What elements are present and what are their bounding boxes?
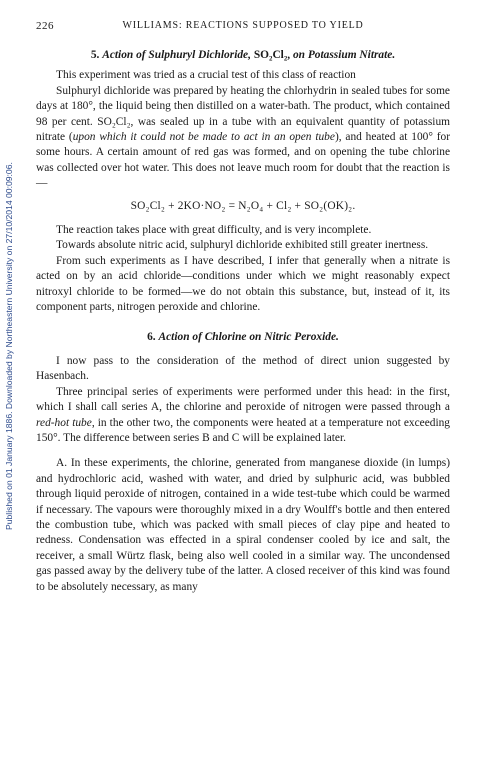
section-6-p2-italic: red-hot tube (36, 416, 92, 429)
section-5-reagent: Potassium Nitrate. (307, 49, 396, 61)
page-body (36, 42, 450, 595)
section-6-number: 6. (147, 330, 156, 343)
section-5-formula: SO₂Cl₂, (253, 49, 291, 61)
section-6-p2-text-a: Three principal series of experiments were performed under this head: in the first, which I shall call series A, the chlorine and peroxide of nitrogen were passed through a (36, 385, 450, 414)
section-6-p2-text-b: , in the other two, the components were heated at a temperature not exceeding 150°. The difference between series B and C will be explained later. (36, 416, 451, 444)
section-6-heading (36, 316, 450, 354)
page-header (36, 20, 450, 38)
section-6-paragraph-1: I now pass to the consideration of the method of direct union suggested by Hasenbach. (36, 354, 450, 383)
section-5-on: on (292, 49, 305, 61)
section-5-paragraph-2 (36, 84, 450, 192)
section-5-heading (36, 42, 450, 68)
section-5-paragraph-5: From such experiments as I have described, I infer that generally when a nitrate is acted on by an acid chloride—conditions under which we might reasonably expect nitroxyl chloride to be formed—we do not obtain this substance, but, instead of it, its component parts, nitrogen peroxide and chlorine. (36, 254, 450, 314)
download-watermark (2, 60, 16, 530)
running-title: WILLIAMS: REACTIONS SUPPOSED TO YIELD (122, 20, 364, 31)
section-5-paragraph-4: Towards absolute nitric acid, sulphuryl dichloride exhibited still greater inertness. (56, 239, 429, 252)
section-5-p2-text-b: ), and heated at 100° for some hours. A certain amount of red gas was formed, and on opening the tube chlorine was collected over hot water. This does not leave much room for doubt that the reaction is— (36, 131, 450, 190)
reaction-equation: SO₂Cl₂ + 2KO·NO₂ = N₂O₄ + Cl₂ + SO₂(OK)₂. (130, 199, 356, 212)
section-5-p2-italic: upon which it could not be made to act in an open tube (72, 131, 335, 144)
section-6-title: Action of Chlorine on Nitric Peroxide. (158, 330, 339, 343)
section-5-title: Action of Sulphuryl Dichloride, (102, 49, 251, 61)
section-5-paragraph-3: The reaction takes place with great difficulty, and is very incomplete. (56, 224, 372, 237)
section-5-paragraph-1: This experiment was tried as a crucial test of this class of reaction (56, 69, 356, 82)
section-6-paragraph-2 (36, 385, 450, 447)
section-6-paragraph-3: A. In these experiments, the chlorine, generated from manganese dioxide (in lumps) and hydrochloric acid, washed with water, and dried by sulphuric acid, was bubbled through liquid peroxide of nitrogen, contained in a wide test-tube which could be warmed if necessary. The vapours were thoroughly mixed in a dry Woulff's bottle and then entered the combustion tube, which was packed with small pieces of clay pipe and heated to redness. Condensation was effected in a spiral condenser cooled by ice and salt, the receiver, a small Würtz flask, being also well cooled in a similar way. The uncondensed gas passed away by the delivery tube of the latter. A closed receiver of this kind was found to be absolutely necessary, as many (36, 457, 450, 593)
section-5-number: 5. (90, 49, 100, 61)
download-watermark-text: Published on 01 January 1886. Downloaded by Northeastern University on 27/10/2014 00:09:06. (4, 162, 14, 530)
section-5-p2-text-a: Sulphuryl dichloride was prepared by heating the chlorhydrin in sealed tubes for some days at 180°, the liquid being then distilled on a water-bath. The product, which contained 98 per cent. SO₂Cl₂, was sealed up in a tube with an equivalent quantity of potassium nitrate ( (36, 84, 450, 144)
page-number: 226 (36, 20, 54, 32)
